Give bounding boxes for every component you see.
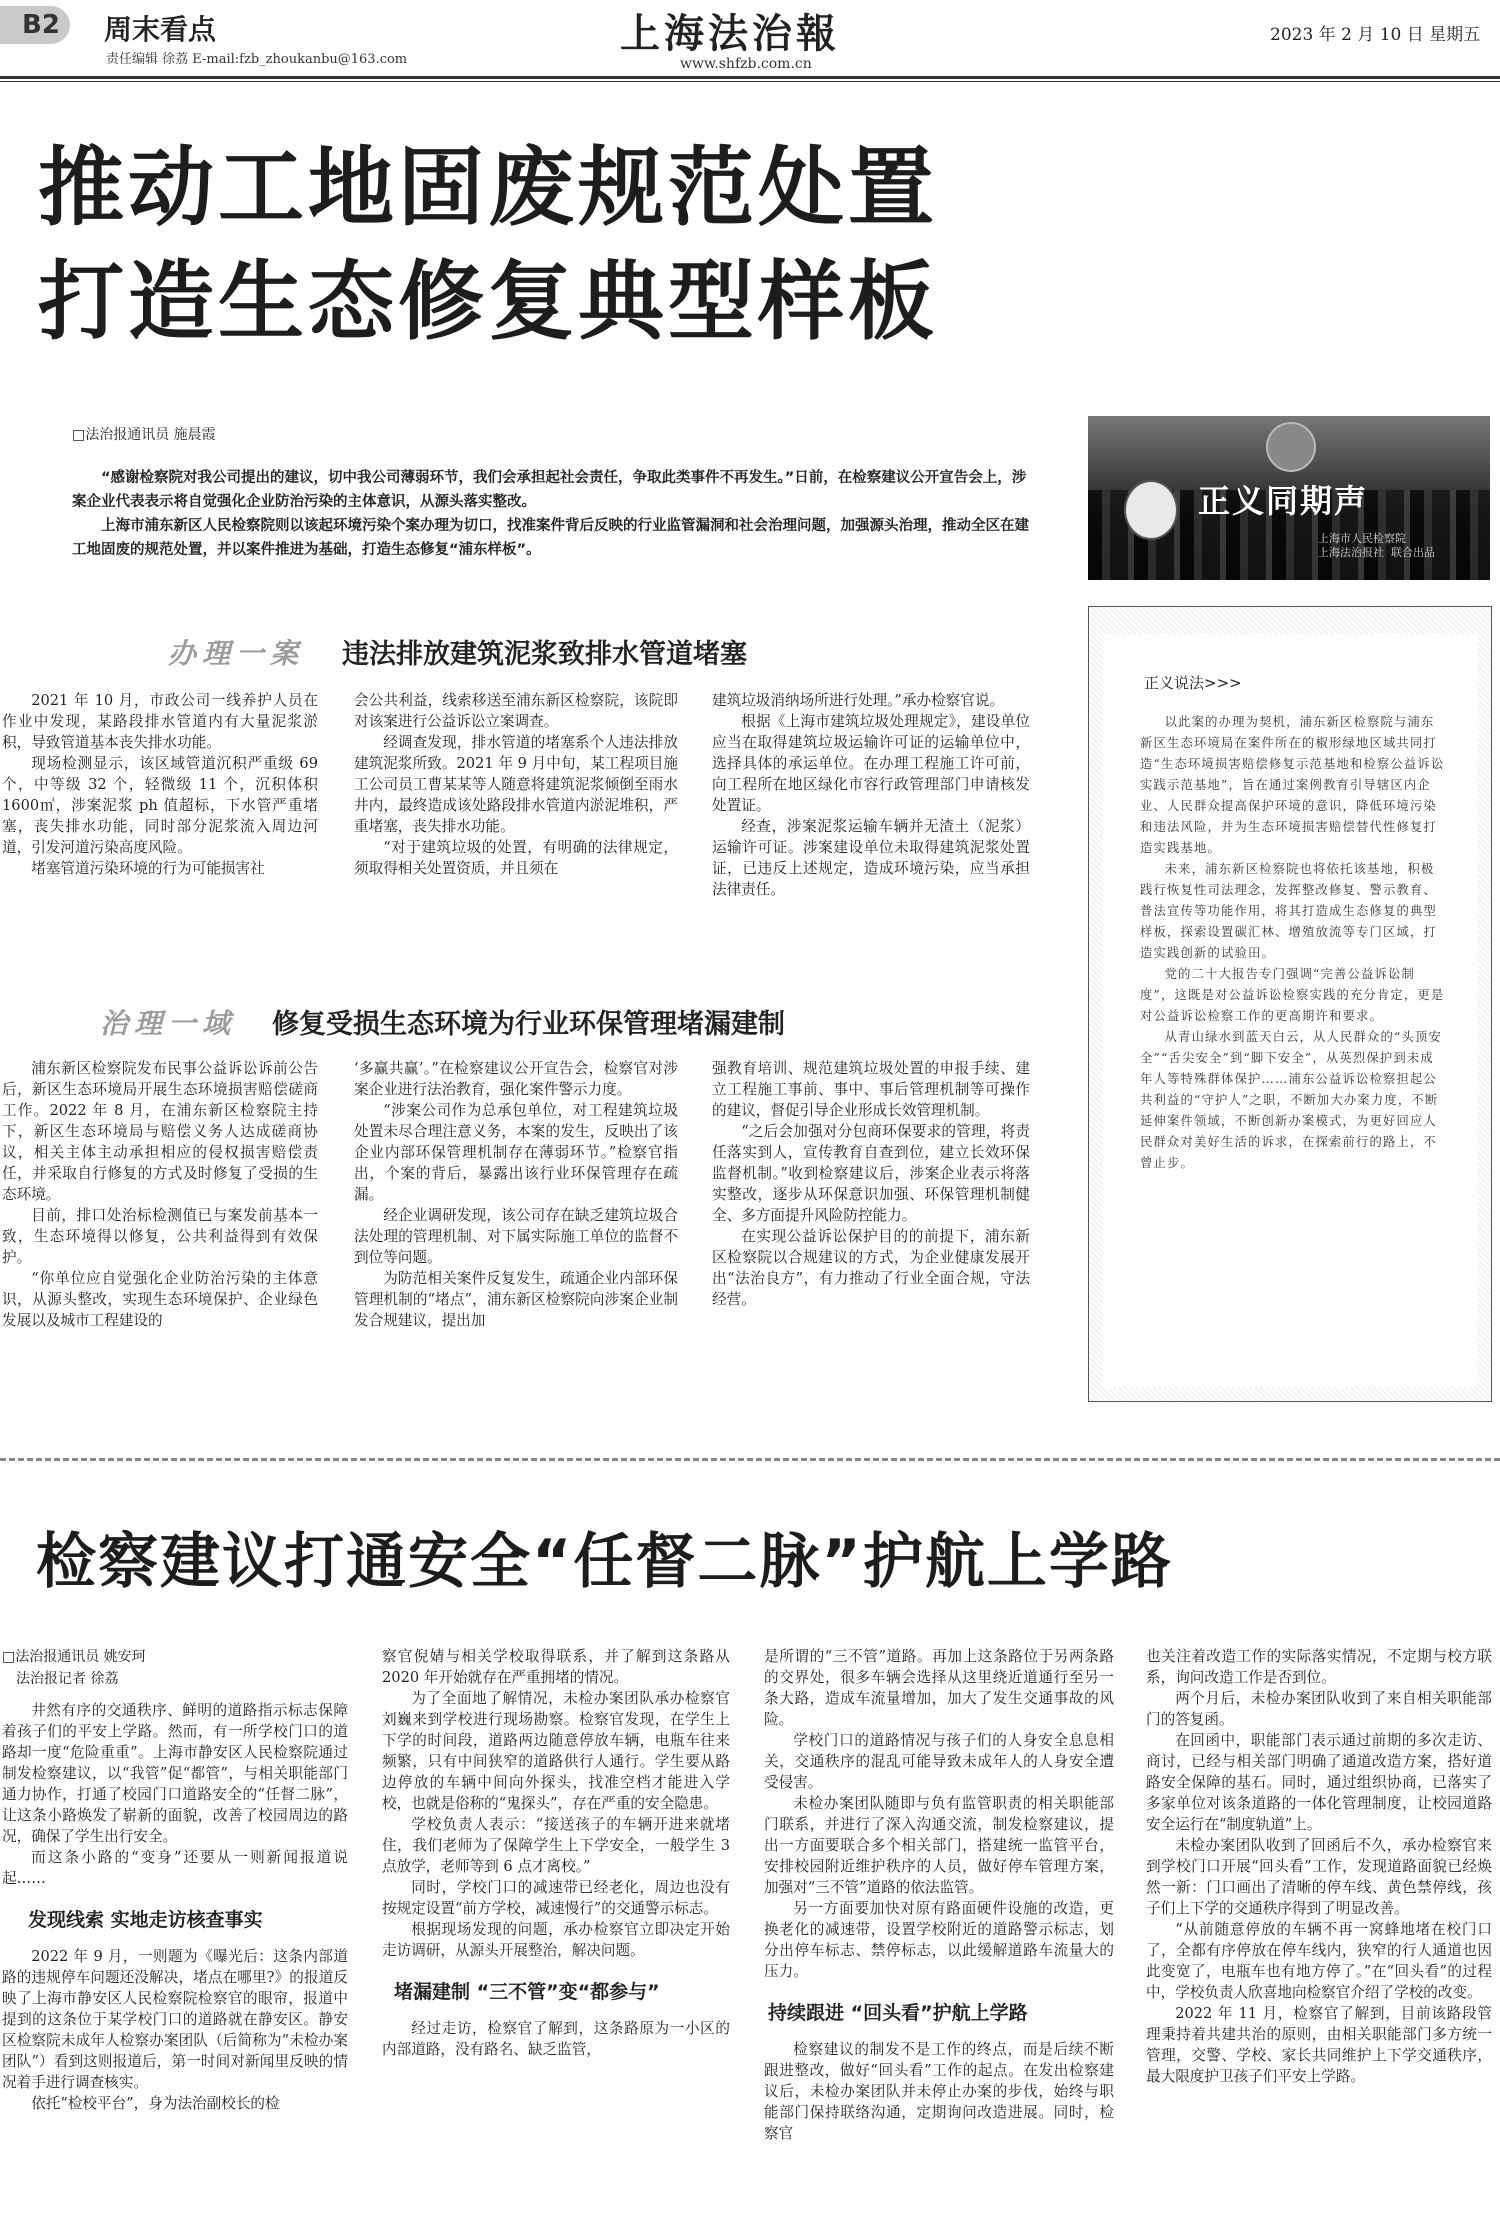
paragraph: 依托“检校平台”，身为法治副校长的检 bbox=[31, 2095, 280, 2112]
commentary-paragraph: 党的二十大报告专门强调“完善公益诉讼制度”，这既是对公益诉讼检察实践的充分肯定，更是对公益诉讼检察工作的更高期许和要求。 bbox=[1140, 967, 1445, 1023]
paragraph: 根据现场发现的问题，承办检察官立即决定开始走访调研，从源头开展整治，解决问题。 bbox=[382, 1921, 730, 1959]
paragraph: 浦东新区检察院发布民事公益诉讼诉前公告后，新区生态环境局开展生态环境损害赔偿磋商工作。2022 年 8 月，在浦东新区检察院主持下，新区生态环境局与赔偿义务人达成磋商协议，相关主体主动承担相应的侵权损害赔偿责任，并采取自行修复的方式及时修复了受损的生态环境。 bbox=[2, 1060, 318, 1203]
text-column bbox=[764, 1646, 1114, 2144]
website-url[interactable]: www.shfzb.com.cn bbox=[680, 56, 812, 72]
paragraph: 会公共利益，线索移送至浦东新区检察院，该院即对该案进行公益诉讼立案调查。 bbox=[354, 692, 678, 730]
paragraph: 另一方面要加快对原有路面硬件设施的改造，更换老化的减速带，设置学校附近的道路警示标志，划分出停车标志、禁停标志，以此缓解道路车流量大的压力。 bbox=[764, 1900, 1114, 1980]
promo-banner bbox=[1088, 416, 1490, 580]
paragraph: 2021 年 10 月，市政公司一线养护人员在作业中发现，某路段排水管道内有大量泥浆淤积，导致管道基本丧失排水功能。 bbox=[2, 692, 318, 751]
paragraph: 未检办案团队收到了回函后不久，承办检察官来到学校门口开展“回头看”工作，发现道路面貌已经焕然一新：门口画出了清晰的停车线、黄色禁停线，孩子们上下学的交通秩序得到了明显改善。 bbox=[1146, 1837, 1492, 1917]
commentary-paragraph: 从青山绿水到蓝天白云，从人民群众的“头顶安全”“舌尖安全”到“脚下安全”，从英烈保护到未成年人等特殊群体保护……浦东公益诉讼检察担起公共利益的“守护人”之职，不断加大办案力度，不断延伸案件领域，不断创新办案模式，为更好回应人民群众对美好生活的诉求，在探索前行的路上，不曾止步。 bbox=[1140, 1030, 1443, 1170]
paragraph: 经过走访，检察官了解到，这条路原为一小区的内部道路，没有路名、缺乏监管， bbox=[382, 2020, 730, 2058]
paragraph: 两个月后，未检办案团队收到了来自相关职能部门的答复函。 bbox=[1146, 1690, 1492, 1728]
section-kicker: 办理一案 bbox=[168, 637, 305, 670]
subhead: 堵漏建制 “三不管”变“都参与” bbox=[394, 1981, 660, 2003]
issue-date: 2023 年 2 月 10 日 星期五 bbox=[1270, 25, 1481, 45]
paragraph: ‘多赢共赢’。”在检察建议公开宣告会，检察官对涉案企业进行法治教育，强化案件警示力度。 bbox=[354, 1060, 678, 1098]
paragraph: “涉案公司作为总承包单位，对工程建筑垃圾处置未尽合理注意义务，本案的发生，反映出了该企业内部环保管理机制存在薄弱环节。”检察官指出，个案的背后，暴露出该行业环保管理存在疏漏。 bbox=[354, 1102, 678, 1203]
paragraph: 在回函中，职能部门表示通过前期的多次走访、商讨，已经与相关部门明确了通道改造方案，搭好道路安全保障的基石。同时，通过组织协商，已落实了多家单位对该条道路的一体化管理制度，让校园道路安全运行在“制度轨道”上。 bbox=[1146, 1732, 1492, 1833]
paragraph: 建筑垃圾消纳场所进行处理。”承办检察官说。 bbox=[712, 692, 1005, 709]
intro-paragraph: “感谢检察院对我公司提出的建议，切中我公司薄弱环节，我们会承担起社会责任，争取此类事件不再发生。”日前，在检察建议公开宣告会上，涉案企业代表表示将自觉强化企业防治污染的主体意识，从源头落实整改。 bbox=[72, 470, 1027, 510]
paragraph: 在实现公益诉讼保护目的的前提下，浦东新区检察院以合规建议的方式，为企业健康发展开出“法治良方”，有力推动了行业全面合规，守法经营。 bbox=[712, 1228, 1030, 1308]
section-title: 修复受损生态环境为行业环保管理堵漏建制 bbox=[272, 1009, 785, 1040]
editor-line: 责任编辑 徐荔 E-mail:fzb_zhoukanbu@163.com bbox=[106, 52, 408, 67]
paragraph: 经企业调研发现，该公司存在缺乏建筑垃圾合法处理的管理机制、对下属实际施工单位的监督不到位等问题。 bbox=[354, 1207, 678, 1266]
text-column bbox=[2, 1700, 348, 2114]
commentary-text bbox=[1140, 712, 1446, 1174]
page-badge bbox=[0, 6, 70, 44]
paragraph: 目前，排口处治标检测值已与案发前基本一致，生态环境得以修复，公共利益得到有效保护。 bbox=[2, 1207, 318, 1266]
section-title: 周末看点 bbox=[104, 13, 217, 46]
text-column bbox=[354, 690, 678, 879]
header-rule bbox=[0, 76, 1500, 79]
text-column bbox=[2, 690, 318, 879]
byline: □法治报通讯员 姚安珂 bbox=[2, 1649, 146, 1665]
cartoon-mascot-icon bbox=[1124, 480, 1178, 540]
header-rule-thin bbox=[0, 81, 1500, 82]
paragraph: 学校门口的道路情况与孩子们的人身安全息息相关，交通秩序的混乱可能导致未成年人的人身安全遭受侵害。 bbox=[764, 1732, 1114, 1791]
newspaper-masthead: 上海法治報 bbox=[620, 10, 840, 57]
paragraph: 现场检测显示，该区域管道沉积严重级 69 个，中等级 32 个，轻微级 11 个，沉积体积 1600㎥，涉案泥浆 ph 值超标，下水管严重堵塞，丧失排水功能，同时部分泥浆流入周边河道，引发河道污染高度风险。 bbox=[2, 755, 318, 856]
paragraph: 强教育培训、规范建筑垃圾处置的申报手续、建立工程施工事前、事中、事后管理机制等可操作的建议，督促引导企业形成长效管理机制。 bbox=[712, 1060, 1030, 1119]
paragraph: “之后会加强对分包商环保要求的管理，将责任落实到人，宣传教育自查到位，建立长效环保监督机制。”收到检察建议后，涉案企业表示将落实整改，逐步从环保意识加强、环保管理机制健全、多方面提升风险防控能力。 bbox=[712, 1123, 1030, 1224]
promo-title: 正义同期声 bbox=[1198, 482, 1369, 520]
text-column bbox=[1146, 1646, 1492, 2087]
text-column bbox=[712, 690, 1030, 900]
section-kicker: 治理一域 bbox=[100, 1007, 237, 1040]
paragraph: 也关注着改造工作的实际落实情况，不定期与校方联系，询问改造工作是否到位。 bbox=[1146, 1648, 1492, 1686]
paragraph: “对于建筑垃圾的处置，有明确的法律规定，须取得相关处置资质，并且须在 bbox=[354, 839, 678, 877]
commentary-title: 正义说法>>> bbox=[1144, 674, 1242, 692]
headline-article-2: 检察建议打通安全“任督二脉”护航上学路 bbox=[36, 1527, 1173, 1597]
headline-line-1: 推动工地固废规范处置 bbox=[38, 138, 938, 238]
text-column bbox=[382, 1646, 730, 2060]
promo-subtitle: 上海市人民检察院 上海法治报社 联合出品 bbox=[1318, 532, 1435, 559]
paragraph: 检察建议的制发不是工作的终点，而是后续不断跟进整改，做好“回头看”工作的起点。在发出检察建议后，未检办案团队并未停止办案的步伐，始终与职能部门保持联络沟通，定期询问改造进展。同时，检察官 bbox=[764, 2041, 1114, 2142]
paragraph: 是所谓的“三不管”道路。再加上这条路位于另两条路的交界处，很多车辆会选择从这里绕近道通行至另一条大路，造成车流量增加，加大了发生交通事故的风险。 bbox=[764, 1648, 1114, 1728]
commentary-paragraph: 未来，浦东新区检察院也将依托该基地，积极践行恢复性司法理念，发挥整改修复、警示教育、普法宣传等功能作用，将其打造成生态修复的典型样板，探索设置碳汇林、增殖放流等专门区域，打造实践创新的试验田。 bbox=[1140, 862, 1437, 960]
subhead: 持续跟进 “回头看”护航上学路 bbox=[768, 2002, 1028, 2024]
paragraph: 同时，学校门口的减速带已经老化，周边也没有按规定设置“前方学校，减速慢行”的交通警示标志。 bbox=[382, 1879, 730, 1917]
article-divider bbox=[0, 1458, 1500, 1461]
paragraph: 学校负责人表示：“接送孩子的车辆开进来就堵住，我们老师为了保障学生上下学安全，一般学生 3 点放学，老师等到 6 点才离校。” bbox=[382, 1816, 730, 1875]
page-number: B2 bbox=[22, 10, 60, 40]
byline: □法治报通讯员 施晨霞 bbox=[72, 427, 216, 443]
paragraph: “你单位应自觉强化企业防治污染的主体意识，从源头整改，实现生态环境保护、企业绿色发展以及城市工程建设的 bbox=[2, 1270, 318, 1329]
procuratorate-emblem-icon bbox=[1266, 422, 1316, 472]
intro-paragraph: 上海市浦东新区人民检察院则以该起环境污染个案办理为切口，找准案件背后反映的行业监管漏洞和社会治理问题，加强源头治理，推动全区在建工地固废的规范处置，并以案件推进为基础，打造生态修复“浦东样板”。 bbox=[72, 518, 1029, 558]
byline: 法治报记者 徐荔 bbox=[16, 1671, 119, 1687]
text-column bbox=[712, 1058, 1030, 1310]
paragraph: 根据《上海市建筑垃圾处理规定》，建设单位应当在取得建筑垃圾运输许可证的运输单位中，选择具体的承运单位。在办理工程施工许可前，向工程所在地区绿化市容行政管理部门申请核发处置证。 bbox=[712, 713, 1030, 814]
section-title: 违法排放建筑泥浆致排水管道堵塞 bbox=[342, 639, 747, 670]
paragraph: 而这条小路的“变身”还要从一则新闻报道说起…… bbox=[2, 1849, 348, 1887]
paragraph: 2022 年 11 月，检察官了解到，目前该路段管理秉持着共建共治的原则，由相关职能部门多方统一管理，交警、学校、家长共同维护上下学交通秩序，最大限度护卫孩子们平安上学路。 bbox=[1146, 2005, 1492, 2085]
paragraph: 未检办案团队随即与负有监管职责的相关职能部门联系，并进行了深入沟通交流，制发检察建议，提出一方面要联合多个相关部门，搭建统一监管平台，安排校园附近维护秩序的人员，做好停车管理方案，加强对“三不管”道路的依法监管。 bbox=[764, 1795, 1114, 1896]
subhead: 发现线索 实地走访核查事实 bbox=[28, 1909, 263, 1931]
paragraph: 井然有序的交通秩序、鲜明的道路指示标志保障着孩子们的平安上学路。然而，有一所学校门口的道路却一度“危险重重”。上海市静安区人民检察院通过制发检察建议，以“我管”促“都管”，与相关职能部门通力协作，打通了校园门口道路安全的“任督二脉”，让这条小路焕发了崭新的面貌，改善了校园周边的路况，确保了学生出行安全。 bbox=[2, 1702, 348, 1845]
paragraph: 经调查发现，排水管道的堵塞系个人违法排放建筑泥浆所致。2021 年 9 月中旬，某工程项目施工公司员工曹某某等人随意将建筑泥浆倾倒至雨水井内，最终造成该处路段排水管道内淤泥堆积，严重堵塞，丧失排水功能。 bbox=[354, 734, 678, 835]
paragraph: 堵塞管道污染环境的行为可能损害社 bbox=[31, 860, 265, 877]
text-column bbox=[2, 1058, 318, 1331]
article-intro bbox=[72, 466, 1032, 562]
paragraph: 为了全面地了解情况，未检办案团队承办检察官刘巍来到学校进行现场勘察。检察官发现，在学生上下学的时间段，道路两边随意停放车辆，电瓶车往来频繁，只有中间狭窄的道路供行人通行。学生要从路边停放的车辆中间向外探头，找准空档才能进入学校，也就是俗称的“鬼探头”，存在严重的安全隐患。 bbox=[382, 1690, 730, 1812]
paragraph: “从前随意停放的车辆不再一窝蜂地堵在校门口了，全都有序停放在停车线内，狭窄的行人通道也因此变宽了，电瓶车也有地方停了。”在“回头看”的过程中，学校负责人欣喜地向检察官介绍了学校的改变。 bbox=[1146, 1921, 1492, 2001]
paragraph: 2022 年 9 月，一则题为《曝光后：这条内部道路的违规停车问题还没解决，堵点在哪里?》的报道反映了上海市静安区人民检察院检察官的眼帘，报道中提到的这条位于某学校门口的道路就在静安区。静安区检察院未成年人检察办案团队（后简称为“未检办案团队”）看到这则报道后，第一时间对新闻里反映的情况着手进行调查核实。 bbox=[2, 1948, 348, 2091]
headline-line-2: 打造生态修复典型样板 bbox=[38, 252, 938, 352]
paragraph: 为防范相关案件反复发生，疏通企业内部环保管理机制的“堵点”，浦东新区检察院向涉案企业制发合规建议，提出加 bbox=[354, 1270, 678, 1329]
commentary-paragraph: 以此案的办理为契机，浦东新区检察院与浦东新区生态环境局在案件所在的椒形绿地区域共同打造“生态环境损害赔偿修复示范基地和检察公益诉讼实践示范基地”，旨在通过案例教育引导辖区内企业、人民群众提高保护环境的意识，降低环境污染和违法风险，并为生态环境损害赔偿替代性修复打造实践基地。 bbox=[1140, 715, 1445, 855]
text-column bbox=[354, 1058, 678, 1331]
paragraph: 察官倪婧与相关学校取得联系，并了解到这条路从 2020 年开始就存在严重拥堵的情况。 bbox=[382, 1648, 730, 1686]
paragraph: 经查，涉案泥浆运输车辆并无渣土（泥浆）运输许可证。涉案建设单位未取得建筑泥浆处置证，已违反上述规定，造成环境污染，应当承担法律责任。 bbox=[712, 818, 1030, 898]
